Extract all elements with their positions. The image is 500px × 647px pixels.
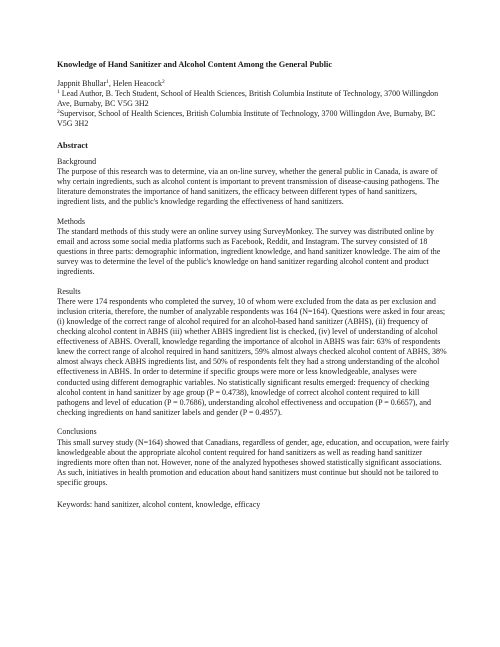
section-title-background: Background	[57, 156, 97, 166]
paper-content	[57, 60, 449, 510]
affiliation	[57, 109, 449, 129]
section-text-methods: The standard methods of this study were an online survey using SurveyMonkey. The survey was distributed online by email and across some social media platforms such as Facebook, Reddit, and Instagram. The survey consisted of 18 questions in three parts: demographic information, ingredient knowledge, and hand sanitizer knowledge. The aim of the survey was to determine the level of the public's knowledge on hand sanitizer regarding alcohol content and product ingredients.	[57, 226, 441, 277]
author-superscript: 1	[106, 79, 109, 86]
keywords: Keywords: hand sanitizer, alcohol content, knowledge, efficacy	[57, 499, 261, 509]
abstract-heading: Abstract	[57, 140, 88, 150]
affiliation-text: Lead Author, B. Tech Student, School of Health Sciences, British Columbia Institute of Technology, 3700 Willingdon Ave, Burnaby, BC V5G 3H2	[57, 89, 439, 109]
section-title-methods: Methods	[57, 216, 85, 226]
author-name: Jappnit Bhullar	[57, 79, 107, 89]
section-text-results: There were 174 respondents who completed the survey, 10 of whom were excluded from the data as per exclusion and inclusion criteria, therefore, the number of analyzable respondents was 164 (N=164). Questions were asked in four areas; (i) knowledge of the correct range of alcohol required for an alcohol-based hand sanitizer (ABHS), (ii) frequency of checking alcohol content in ABHS (iii) whether ABHS ingredient list is checked, (iv) level of understanding of alcohol effectiveness of ABHS. Overall, knowledge regarding the importance of alcohol in ABHS was fair: 63% of respondents knew the correct range of alcohol required in hand sanitizers, 59% almost always checked alcohol content of ABHS, 38% almost always check ABHS ingredients list, and 50% of respondents felt they had a strong understanding of the alcohol effectiveness in ABHS. In order to determine if specific groups were more or less knowledgeable, analyses were conducted using different demographic variables. No statistically significant results emerged: frequency of checking alcohol content in hand sanitizer by age group (P = 0.4738), knowledge of correct alcohol content required to kill pathogens and level of education (P = 0.7686), understanding alcohol effectiveness and occupation (P = 0.6657), and checking ingredients on hand sanitizer labels and gender (P = 0.4957).	[57, 296, 447, 417]
section-text-background: The purpose of this research was to determine, via an on-line survey, whether the general public in Canada, is aware of why certain ingredients, such as alcohol content is important to prevent transmission of disease-causing pathogens. The literature demonstrates the importance of hand sanitizers, the efficacy between different types of hand sanitizers, ingredient lists, and the public's knowledge regarding the effectiveness of hand sanitizers.	[57, 166, 440, 207]
affiliation	[57, 89, 449, 109]
author-name: Helen Heacock	[112, 79, 162, 89]
section-title-results: Results	[57, 286, 81, 296]
section-title-conclusions: Conclusions	[57, 427, 97, 437]
section-text-conclusions: This small survey study (N=164) showed that Canadians, regardless of gender, age, education, and occupation, were fairly knowledgeable about the appropriate alcohol content required for hand sanitizers as well as reading hand sanitizer ingredients more often than not. However, none of the analyzed hypotheses showed statistically significant associations. As such, initiatives in health promotion and education about hand sanitizers must continue but should not be tailored to specific groups.	[57, 437, 449, 487]
paper-title: Knowledge of Hand Sanitizer and Alcohol Content Among the General Public	[57, 60, 333, 69]
author-line	[57, 79, 449, 89]
author-separator: ,	[108, 79, 113, 89]
author-superscript: 2	[161, 79, 165, 86]
affiliation-text: Supervisor, School of Health Sciences, British Columbia Institute of Technology, 3700 Willingdon Ave, Burnaby, BC V5G 3H2	[57, 109, 436, 129]
affiliation-superscript: 2	[57, 109, 60, 116]
affiliation-superscript: 1	[57, 89, 60, 96]
